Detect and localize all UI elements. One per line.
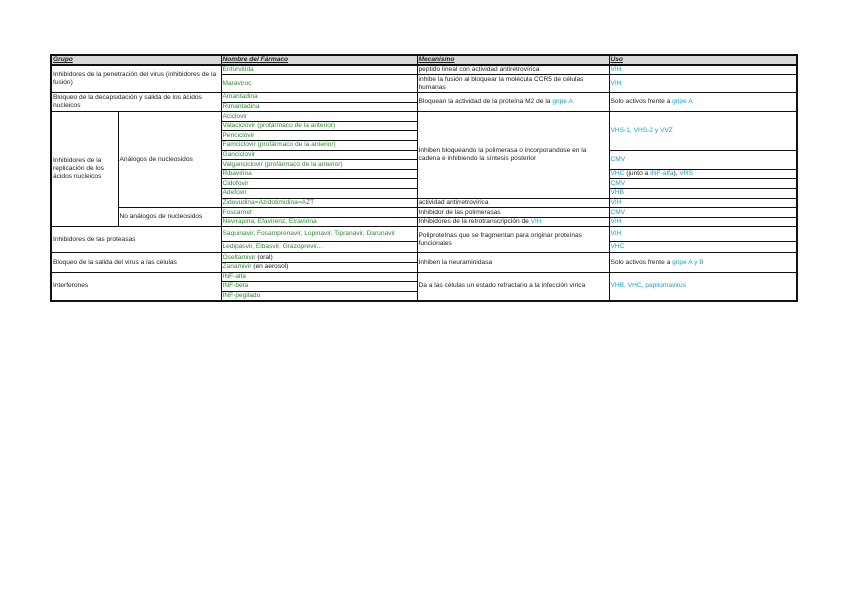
use-cell[interactable]: VIH <box>609 217 797 227</box>
use-cell[interactable] <box>609 93 797 112</box>
table-row <box>51 227 797 242</box>
header-row <box>51 55 797 65</box>
virus-link[interactable]: INF-alfa <box>650 170 674 178</box>
drug-cell[interactable]: Rimantadina <box>221 102 417 112</box>
drug-cell[interactable]: Zidovudina=Azidotimidina=AZT <box>221 198 417 208</box>
virus-link[interactable]: VHC <box>610 170 625 178</box>
group-cell[interactable]: Bloqueo de la salida del virus a las células <box>51 253 221 272</box>
drug-name[interactable]: Oseltamivir <box>222 253 256 261</box>
drug-cell[interactable]: Nevirapina, Efavirenz, Etravirina <box>221 217 417 227</box>
use-text: Solo activos frente a <box>610 258 673 266</box>
drug-cell[interactable]: Ribavirina <box>221 169 417 179</box>
drug-cell[interactable]: Cidofovir <box>221 179 417 189</box>
mechanism-cell[interactable] <box>417 93 609 112</box>
header-mecanismo[interactable]: Mecanismo <box>417 55 609 65</box>
header-farmaco[interactable]: Nombre del Fármaco <box>221 55 417 65</box>
mechanism-cell[interactable]: Inhiben la neuraminidasa <box>417 253 609 272</box>
table-row <box>51 65 797 75</box>
drug-cell[interactable] <box>221 263 417 273</box>
use-cell[interactable] <box>609 253 797 272</box>
virus-link[interactable]: gripe A <box>672 98 693 106</box>
mechanism-text: Inhibidores de la retrotranscripción de <box>418 218 531 226</box>
virus-link[interactable]: gripe A y B <box>672 258 704 266</box>
use-text: Solo activos frente a <box>610 98 673 106</box>
drug-table <box>50 54 798 302</box>
use-cell[interactable]: VIH <box>609 198 797 208</box>
virus-link[interactable]: VIH <box>530 218 542 226</box>
group-cell[interactable]: Interferones <box>51 272 221 301</box>
use-cell[interactable]: VHC <box>609 242 797 253</box>
drug-cell[interactable]: Famciclovir (profármaco de la anterior) <box>221 141 417 151</box>
use-text: ), <box>673 170 680 178</box>
drug-cell[interactable]: Ledipasvir, Elbasvir, Grazoprevir... <box>221 242 417 253</box>
drug-name[interactable]: Zanamivir <box>222 263 252 271</box>
drug-cell[interactable]: Adefovir <box>221 189 417 199</box>
drug-route: (oral) <box>255 253 273 261</box>
group-cell[interactable]: Bloqueo de la decapsidación y salida de los ácidos nucleicos <box>51 93 221 112</box>
drug-cell[interactable]: INF-alfa <box>221 272 417 282</box>
use-cell[interactable] <box>609 169 797 179</box>
drug-cell[interactable]: Maraviroc <box>221 75 417 93</box>
virus-link[interactable]: gripe A <box>552 98 573 106</box>
mechanism-cell[interactable]: peptido lineal con actividad antiretrovírica <box>417 65 609 75</box>
mechanism-cell[interactable]: actividad antirretrovírica <box>417 198 609 208</box>
mechanism-cell[interactable]: Poliproteínas que se fragmentan para originar proteínas funcionales <box>417 227 609 253</box>
use-cell[interactable]: VHB <box>609 189 797 199</box>
group-cell[interactable]: Inhibidores de las proteasas <box>51 227 221 253</box>
use-cell[interactable]: CMV <box>609 208 797 218</box>
use-cell[interactable]: VIH <box>609 227 797 242</box>
drug-cell[interactable]: Penciclovir <box>221 131 417 141</box>
use-cell[interactable]: CMV <box>609 179 797 189</box>
drug-cell[interactable]: Saquinavir, Fosamprenavir, Lopinavir, Tipranavir, Darunavir <box>221 227 417 242</box>
table-row <box>51 208 797 218</box>
mechanism-cell[interactable]: Inhiben bloqueando la polimerasa o incorporandose en la cadena e inhibiendo la síntesis posterior <box>417 112 609 198</box>
subgroup-cell[interactable]: Análogos de nucleosidos <box>118 112 221 208</box>
virus-link[interactable]: VRS <box>679 170 693 178</box>
use-cell[interactable]: VHB, VHC, papilomavirus <box>609 272 797 301</box>
drug-cell[interactable]: Valganciclovir (profármaco de la anterior) <box>221 160 417 170</box>
mechanism-cell[interactable]: Da a las células un estado refractario a la infección vírica <box>417 272 609 301</box>
drug-cell[interactable]: Enfurvitida <box>221 65 417 75</box>
subgroup-cell[interactable]: No análogos de nucleosidos <box>118 208 221 227</box>
use-cell[interactable]: CMV <box>609 150 797 169</box>
drug-cell[interactable]: INF-beta <box>221 282 417 292</box>
table-row <box>51 272 797 282</box>
group-cell[interactable]: Inhibidores de la replicación de los ácidos nucleicos <box>51 112 118 227</box>
mechanism-cell[interactable]: inhibe la fusión al bloquear la molécula CCR5 de células humanas <box>417 75 609 93</box>
drug-cell[interactable]: Amantadina <box>221 93 417 103</box>
use-cell[interactable]: VIH <box>609 65 797 75</box>
group-cell[interactable]: Inhibidores de la penetración del virus (inhibidores de la fusión) <box>51 65 221 93</box>
header-uso[interactable]: Uso <box>609 55 797 65</box>
drug-cell[interactable] <box>221 253 417 263</box>
use-text: (junto a <box>624 170 651 178</box>
table-row <box>51 112 797 122</box>
use-cell[interactable]: VIH <box>609 75 797 93</box>
table-row <box>51 253 797 263</box>
mechanism-cell[interactable] <box>417 217 609 227</box>
use-cell[interactable]: VHS-1, VHS-2 y VVZ <box>609 112 797 150</box>
table-row <box>51 93 797 103</box>
drug-cell[interactable]: Ganciclovir <box>221 150 417 160</box>
drug-route: (en aerosol) <box>251 263 289 271</box>
mechanism-cell[interactable]: Inhibidor de las polimerasas <box>417 208 609 218</box>
header-grupo[interactable]: Grupo <box>51 55 221 65</box>
drug-cell[interactable]: Foscarnet <box>221 208 417 218</box>
drug-cell[interactable]: INF-pegilado <box>221 291 417 301</box>
drug-cell[interactable]: Valaciclovir (profármaco de la anterior) <box>221 121 417 131</box>
drug-cell[interactable]: Aciclovir <box>221 112 417 122</box>
mechanism-text: Bloquean la actividad de la proteína M2 de la <box>418 98 553 106</box>
